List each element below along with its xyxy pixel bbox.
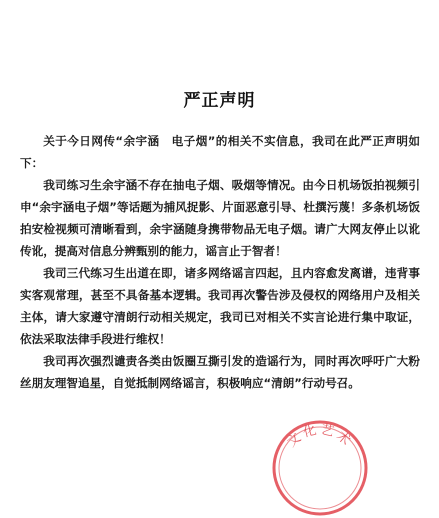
svg-text:文化艺术 bbox=[285, 421, 356, 450]
company-seal-stamp bbox=[270, 418, 370, 518]
paragraph-warning: 我司三代练习生出道在即，诸多网络谣言四起，且内容愈发离谱，违背事实客观常理，甚至不具备基本逻辑。我司再次警告涉及侵权的网络用户及相关主体，请大家遵守清朗行动相关规定，我司已对相关不实言论进行集中取证，依法采取法律手段进行维权！ bbox=[20, 266, 420, 346]
seal-text: 文化艺术 bbox=[284, 422, 356, 451]
page-title: 严正声明 bbox=[183, 91, 256, 111]
paragraph-appeal: 我司再次强烈谴责各类由饭圈互撕引发的造谣行为，同时再次呼吁广大粉丝朋友理智追星，自觉抵制网络谣言，积极响应“清朗”行动号召。 bbox=[20, 354, 420, 390]
paragraph-clarification: 我司练习生余宇涵不存在抽电子烟、吸烟等情况。由今日机场饭拍视频引申“余宇涵电子烟”等话题为捕风捉影、片面恶意引导、杜撰污蔑！多条机场饭拍安检视频可清晰看到，余宇涵随身携带物品无电子烟。请广大网友停止以讹传讹，提高对信息分辨甄别的能力，谣言止于智者！ bbox=[20, 178, 420, 258]
statement-body bbox=[20, 130, 420, 394]
paragraph-intro: 关于今日网传“余宇涵 电子烟”的相关不实信息，我司在此严正声明如下： bbox=[20, 134, 420, 170]
